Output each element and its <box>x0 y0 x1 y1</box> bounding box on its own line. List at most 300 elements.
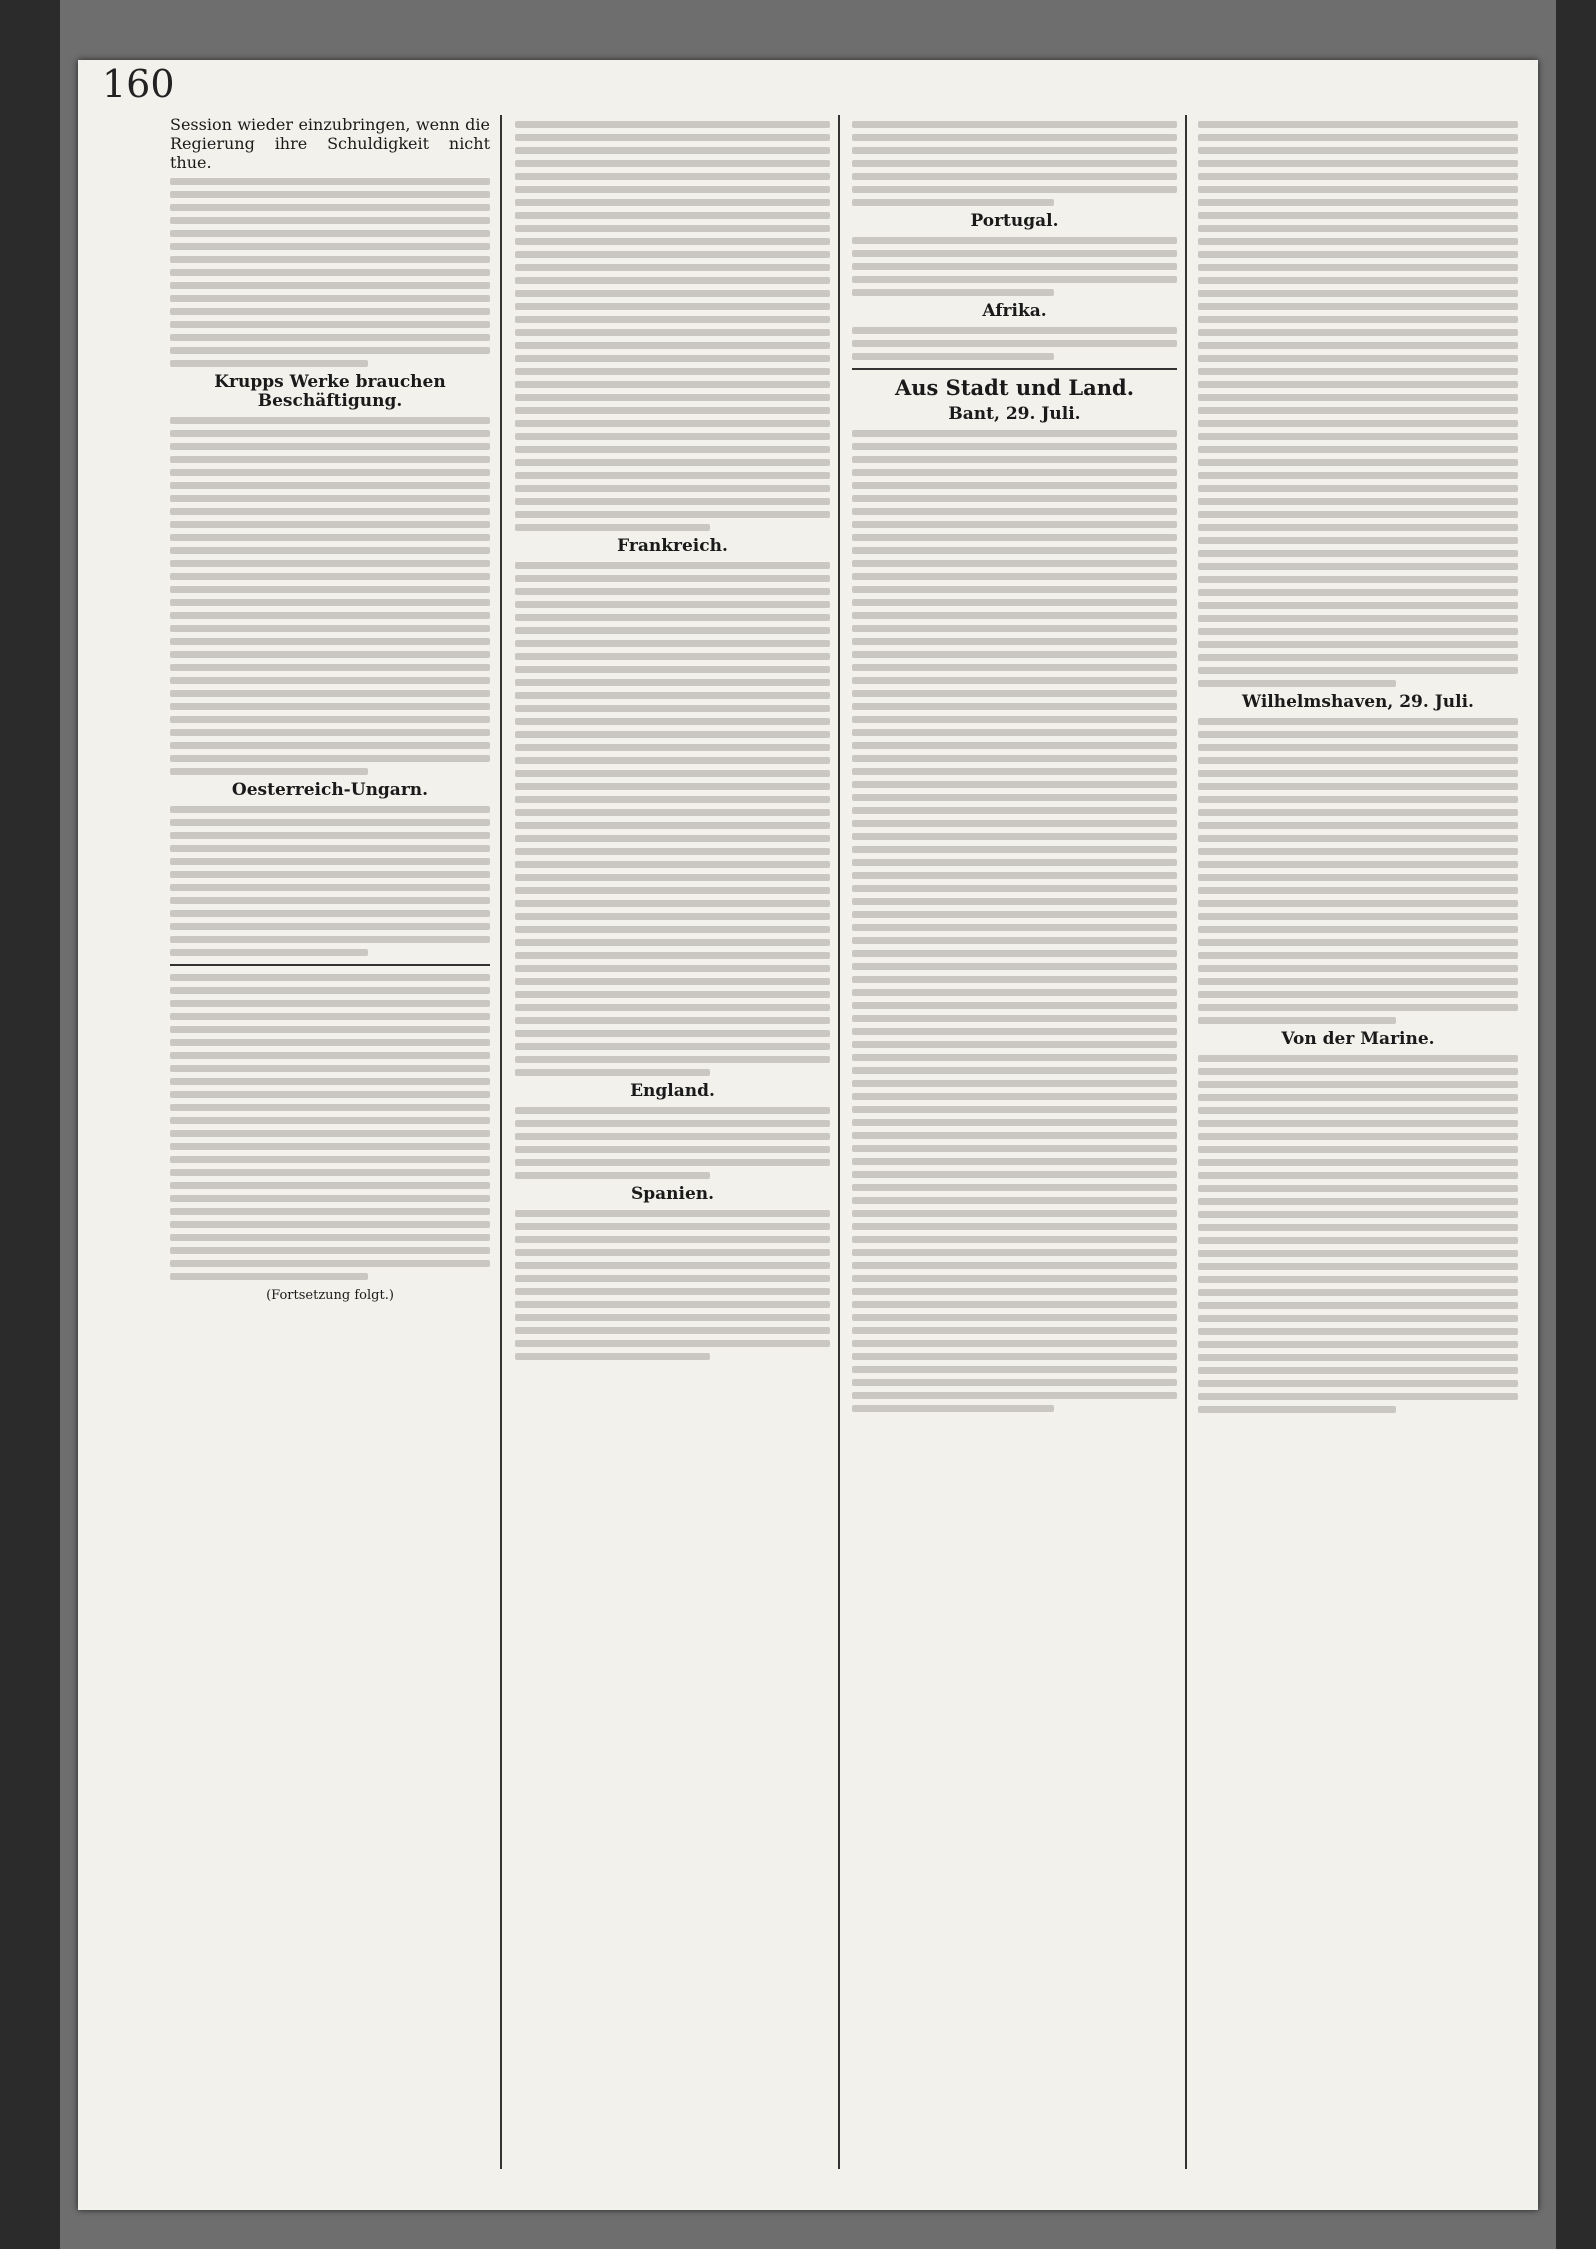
text-line <box>1198 1263 1518 1270</box>
text-line <box>852 1340 1177 1347</box>
text-line <box>852 1366 1177 1373</box>
text-line <box>852 573 1177 580</box>
text-line <box>1198 134 1518 141</box>
text-line <box>1198 1120 1518 1127</box>
section-divider <box>852 368 1177 370</box>
text-line <box>1198 628 1518 635</box>
text-line <box>1198 654 1518 661</box>
text-line <box>170 871 490 878</box>
text-line <box>852 173 1177 180</box>
text-line <box>170 573 490 580</box>
text-line <box>515 926 830 933</box>
text-line <box>515 1301 830 1308</box>
text-line <box>170 295 490 302</box>
text-line <box>170 1091 490 1098</box>
text-line <box>1198 744 1518 751</box>
text-line <box>515 420 830 427</box>
text-line <box>1198 796 1518 803</box>
section-divider <box>170 964 490 966</box>
text-line <box>515 731 830 738</box>
text-line <box>852 443 1177 450</box>
column-1-opening-text: Session wieder einzubringen, wenn die Regierung ihre Schuldigkeit nicht thue. <box>170 115 490 172</box>
text-line <box>852 833 1177 840</box>
text-line <box>515 368 830 375</box>
text-line <box>852 1158 1177 1165</box>
heading-england: England. <box>630 1081 715 1101</box>
column-4 <box>1198 115 1518 2169</box>
text-line <box>852 1314 1177 1321</box>
text-line <box>515 264 830 271</box>
text-line <box>1198 511 1518 518</box>
text-line <box>1198 1328 1518 1335</box>
text-line <box>1198 783 1518 790</box>
text-line <box>515 472 830 479</box>
text-line <box>852 963 1177 970</box>
text-line <box>1198 926 1518 933</box>
text-line <box>1198 952 1518 959</box>
text-line <box>1198 303 1518 310</box>
text-line <box>852 1184 1177 1191</box>
text-line <box>852 134 1177 141</box>
text-line <box>852 482 1177 489</box>
text-line <box>852 508 1177 515</box>
text-line <box>170 974 490 981</box>
text-line <box>170 1039 490 1046</box>
text-line <box>515 1133 830 1140</box>
text-line <box>1198 770 1518 777</box>
text-line <box>170 334 490 341</box>
text-line <box>515 121 830 128</box>
text-line <box>1198 835 1518 842</box>
column-3 <box>852 115 1177 2169</box>
text-line <box>852 716 1177 723</box>
text-line <box>1198 1250 1518 1257</box>
text-line <box>170 845 490 852</box>
text-line <box>515 1288 830 1295</box>
text-line <box>170 612 490 619</box>
text-line <box>515 303 830 310</box>
text-line <box>852 1262 1177 1269</box>
text-line <box>515 796 830 803</box>
text-line <box>170 256 490 263</box>
text-line <box>515 1340 830 1347</box>
text-line <box>1198 602 1518 609</box>
text-line <box>515 679 830 686</box>
text-line <box>852 1223 1177 1230</box>
text-line <box>852 1119 1177 1126</box>
text-line <box>1198 991 1518 998</box>
text-line <box>170 1026 490 1033</box>
text-line <box>852 729 1177 736</box>
text-line <box>1198 757 1518 764</box>
text-line <box>170 1000 490 1007</box>
text-line <box>1198 667 1518 674</box>
text-line <box>1198 407 1518 414</box>
text-line <box>170 897 490 904</box>
text-line <box>1198 264 1518 271</box>
text-line <box>1198 1406 1396 1413</box>
text-line <box>852 199 1054 206</box>
text-line <box>515 199 830 206</box>
text-line <box>515 1030 830 1037</box>
text-line <box>170 469 490 476</box>
heading-portugal: Portugal. <box>970 211 1059 231</box>
text-line <box>515 900 830 907</box>
text-line <box>1198 381 1518 388</box>
text-line <box>515 173 830 180</box>
text-line <box>170 1273 368 1280</box>
text-line <box>170 716 490 723</box>
text-line <box>515 692 830 699</box>
text-line <box>852 1249 1177 1256</box>
text-line <box>852 1327 1177 1334</box>
text-line <box>852 327 1177 334</box>
text-line <box>1198 1172 1518 1179</box>
text-line <box>170 729 490 736</box>
text-line <box>852 885 1177 892</box>
text-line <box>852 677 1177 684</box>
text-line <box>170 217 490 224</box>
text-line <box>515 770 830 777</box>
text-line <box>1198 913 1518 920</box>
text-line <box>170 230 490 237</box>
text-line <box>170 923 490 930</box>
text-line <box>1198 1302 1518 1309</box>
text-line <box>1198 731 1518 738</box>
text-line <box>170 417 490 424</box>
text-line <box>1198 978 1518 985</box>
text-line <box>852 289 1054 296</box>
text-line <box>515 640 830 647</box>
text-line <box>170 1117 490 1124</box>
text-line <box>1198 446 1518 453</box>
text-line <box>1198 887 1518 894</box>
text-line <box>852 1145 1177 1152</box>
text-line <box>852 1080 1177 1087</box>
text-line <box>170 1143 490 1150</box>
text-line <box>1198 199 1518 206</box>
text-line <box>170 1065 490 1072</box>
text-line <box>170 482 490 489</box>
text-line <box>170 599 490 606</box>
text-line <box>170 347 490 354</box>
text-line <box>515 913 830 920</box>
text-line <box>515 666 830 673</box>
text-line <box>852 469 1177 476</box>
text-line <box>170 1078 490 1085</box>
text-line <box>852 534 1177 541</box>
text-line <box>170 1182 490 1189</box>
text-line <box>1198 1237 1518 1244</box>
text-line <box>515 381 830 388</box>
text-line <box>852 1197 1177 1204</box>
text-line <box>852 186 1177 193</box>
text-line <box>170 1221 490 1228</box>
text-line <box>1198 316 1518 323</box>
text-line <box>170 936 490 943</box>
text-line <box>170 1104 490 1111</box>
text-line <box>1198 1354 1518 1361</box>
text-line <box>170 560 490 567</box>
text-line <box>515 1159 830 1166</box>
column-rule-3 <box>1185 115 1187 2169</box>
text-line <box>515 1262 830 1269</box>
text-line <box>1198 355 1518 362</box>
text-line <box>170 858 490 865</box>
text-line <box>515 705 830 712</box>
text-line <box>852 976 1177 983</box>
text-line <box>170 269 490 276</box>
text-line <box>1198 1094 1518 1101</box>
text-line <box>852 1288 1177 1295</box>
text-line <box>170 1156 490 1163</box>
text-line <box>852 625 1177 632</box>
text-line <box>852 1379 1177 1386</box>
text-line <box>1198 277 1518 284</box>
text-line <box>170 638 490 645</box>
text-line <box>1198 1276 1518 1283</box>
text-line <box>852 1353 1177 1360</box>
text-line <box>515 394 830 401</box>
text-line <box>515 562 830 569</box>
text-line <box>1198 524 1518 531</box>
text-line <box>170 884 490 891</box>
text-line <box>852 456 1177 463</box>
text-line <box>1198 1393 1518 1400</box>
text-line <box>852 859 1177 866</box>
text-line <box>1198 900 1518 907</box>
text-line <box>852 846 1177 853</box>
text-line <box>852 1015 1177 1022</box>
text-line <box>515 1146 830 1153</box>
text-line <box>1198 420 1518 427</box>
text-line <box>852 1236 1177 1243</box>
text-line <box>852 755 1177 762</box>
text-line <box>170 742 490 749</box>
heading-oesterreich-ungarn: Oesterreich-Ungarn. <box>231 780 429 800</box>
text-line <box>1198 861 1518 868</box>
text-line <box>170 547 490 554</box>
text-line <box>1198 1004 1518 1011</box>
text-line <box>515 1236 830 1243</box>
text-line <box>515 835 830 842</box>
heading-spanien: Spanien. <box>630 1184 715 1204</box>
text-line <box>170 949 368 956</box>
scan-border-right <box>1556 0 1596 2249</box>
text-line <box>1198 874 1518 881</box>
text-line <box>1198 1198 1518 1205</box>
text-line <box>170 1130 490 1137</box>
text-line <box>1198 472 1518 479</box>
text-line <box>170 360 368 367</box>
text-line <box>515 316 830 323</box>
text-line <box>852 1210 1177 1217</box>
text-line <box>170 534 490 541</box>
text-line <box>1198 1055 1518 1062</box>
text-line <box>852 742 1177 749</box>
text-line <box>170 806 490 813</box>
text-line <box>170 282 490 289</box>
text-line <box>515 1120 830 1127</box>
text-line <box>1198 965 1518 972</box>
text-line <box>515 238 830 245</box>
page-number: 160 <box>102 62 175 106</box>
text-line <box>515 757 830 764</box>
text-line <box>852 911 1177 918</box>
text-line <box>1198 1159 1518 1166</box>
text-line <box>1198 498 1518 505</box>
text-line <box>852 1002 1177 1009</box>
text-line <box>515 186 830 193</box>
text-line <box>170 664 490 671</box>
text-line <box>515 1210 830 1217</box>
text-line <box>515 147 830 154</box>
text-line <box>170 308 490 315</box>
text-line <box>1198 1107 1518 1114</box>
text-line <box>1198 680 1396 687</box>
text-line <box>170 768 368 775</box>
text-line <box>170 191 490 198</box>
text-line <box>515 1353 710 1360</box>
text-line <box>852 1171 1177 1178</box>
text-line <box>170 755 490 762</box>
text-line <box>852 599 1177 606</box>
text-line <box>1198 238 1518 245</box>
text-line <box>1198 1017 1396 1024</box>
text-line <box>515 1327 830 1334</box>
text-line <box>515 251 830 258</box>
text-line <box>515 718 830 725</box>
text-line <box>170 651 490 658</box>
text-line <box>515 1056 830 1063</box>
text-line <box>1198 459 1518 466</box>
text-line <box>515 1017 830 1024</box>
text-line <box>852 147 1177 154</box>
text-line <box>1198 1315 1518 1322</box>
text-line <box>170 204 490 211</box>
heading-frankreich: Frankreich. <box>617 536 728 556</box>
text-line <box>515 1275 830 1282</box>
text-line <box>515 355 830 362</box>
text-line <box>515 601 830 608</box>
text-line <box>170 677 490 684</box>
text-line <box>170 178 490 185</box>
text-line <box>1198 563 1518 570</box>
text-line <box>852 1275 1177 1282</box>
text-line <box>515 459 830 466</box>
text-line <box>515 978 830 985</box>
text-line <box>852 651 1177 658</box>
text-line <box>515 991 830 998</box>
text-line <box>515 874 830 881</box>
text-line <box>170 243 490 250</box>
column-1 <box>170 115 490 2169</box>
text-line <box>1198 1224 1518 1231</box>
text-line <box>852 250 1177 257</box>
text-line <box>1198 550 1518 557</box>
text-line <box>515 160 830 167</box>
text-line <box>515 329 830 336</box>
text-line <box>170 987 490 994</box>
text-line <box>515 965 830 972</box>
text-line <box>1198 1289 1518 1296</box>
text-line <box>1198 1068 1518 1075</box>
text-line <box>1198 848 1518 855</box>
text-line <box>170 1260 490 1267</box>
text-line <box>515 446 830 453</box>
text-line <box>852 989 1177 996</box>
column-rule-1 <box>500 115 502 2169</box>
text-line <box>852 1093 1177 1100</box>
text-line <box>515 1249 830 1256</box>
text-line <box>515 225 830 232</box>
text-line <box>852 237 1177 244</box>
text-line <box>515 952 830 959</box>
text-line <box>515 861 830 868</box>
text-line <box>852 340 1177 347</box>
text-line <box>1198 121 1518 128</box>
text-line <box>515 653 830 660</box>
text-line <box>515 1004 830 1011</box>
text-line <box>170 703 490 710</box>
text-line <box>1198 822 1518 829</box>
text-line <box>1198 576 1518 583</box>
text-line <box>170 321 490 328</box>
text-line <box>515 524 710 531</box>
text-line <box>515 939 830 946</box>
text-line <box>852 950 1177 957</box>
column-rule-2 <box>838 115 840 2169</box>
scan-border-left <box>0 0 60 2249</box>
text-line <box>852 121 1177 128</box>
text-line <box>852 612 1177 619</box>
text-line <box>1198 1341 1518 1348</box>
text-line <box>1198 1211 1518 1218</box>
text-line <box>852 1132 1177 1139</box>
text-line <box>852 872 1177 879</box>
text-line <box>515 433 830 440</box>
text-line <box>170 521 490 528</box>
text-line <box>852 560 1177 567</box>
text-line <box>1198 589 1518 596</box>
text-line <box>852 160 1177 167</box>
text-line <box>170 443 490 450</box>
text-line <box>1198 160 1518 167</box>
dateline-bant: Bant, 29. Juli. <box>948 404 1081 424</box>
text-line <box>852 521 1177 528</box>
text-line <box>170 1013 490 1020</box>
text-line <box>852 430 1177 437</box>
text-line <box>1198 939 1518 946</box>
text-line <box>170 625 490 632</box>
text-line <box>852 263 1177 270</box>
text-line <box>1198 1133 1518 1140</box>
text-line <box>1198 615 1518 622</box>
text-line <box>515 588 830 595</box>
text-line <box>1198 251 1518 258</box>
text-line <box>515 212 830 219</box>
text-line <box>852 1106 1177 1113</box>
text-line <box>852 664 1177 671</box>
text-line <box>515 848 830 855</box>
text-line <box>852 807 1177 814</box>
column-2 <box>515 115 830 2169</box>
text-line <box>1198 368 1518 375</box>
text-line <box>1198 147 1518 154</box>
text-line <box>170 1195 490 1202</box>
text-line <box>515 498 830 505</box>
text-line <box>515 1043 830 1050</box>
